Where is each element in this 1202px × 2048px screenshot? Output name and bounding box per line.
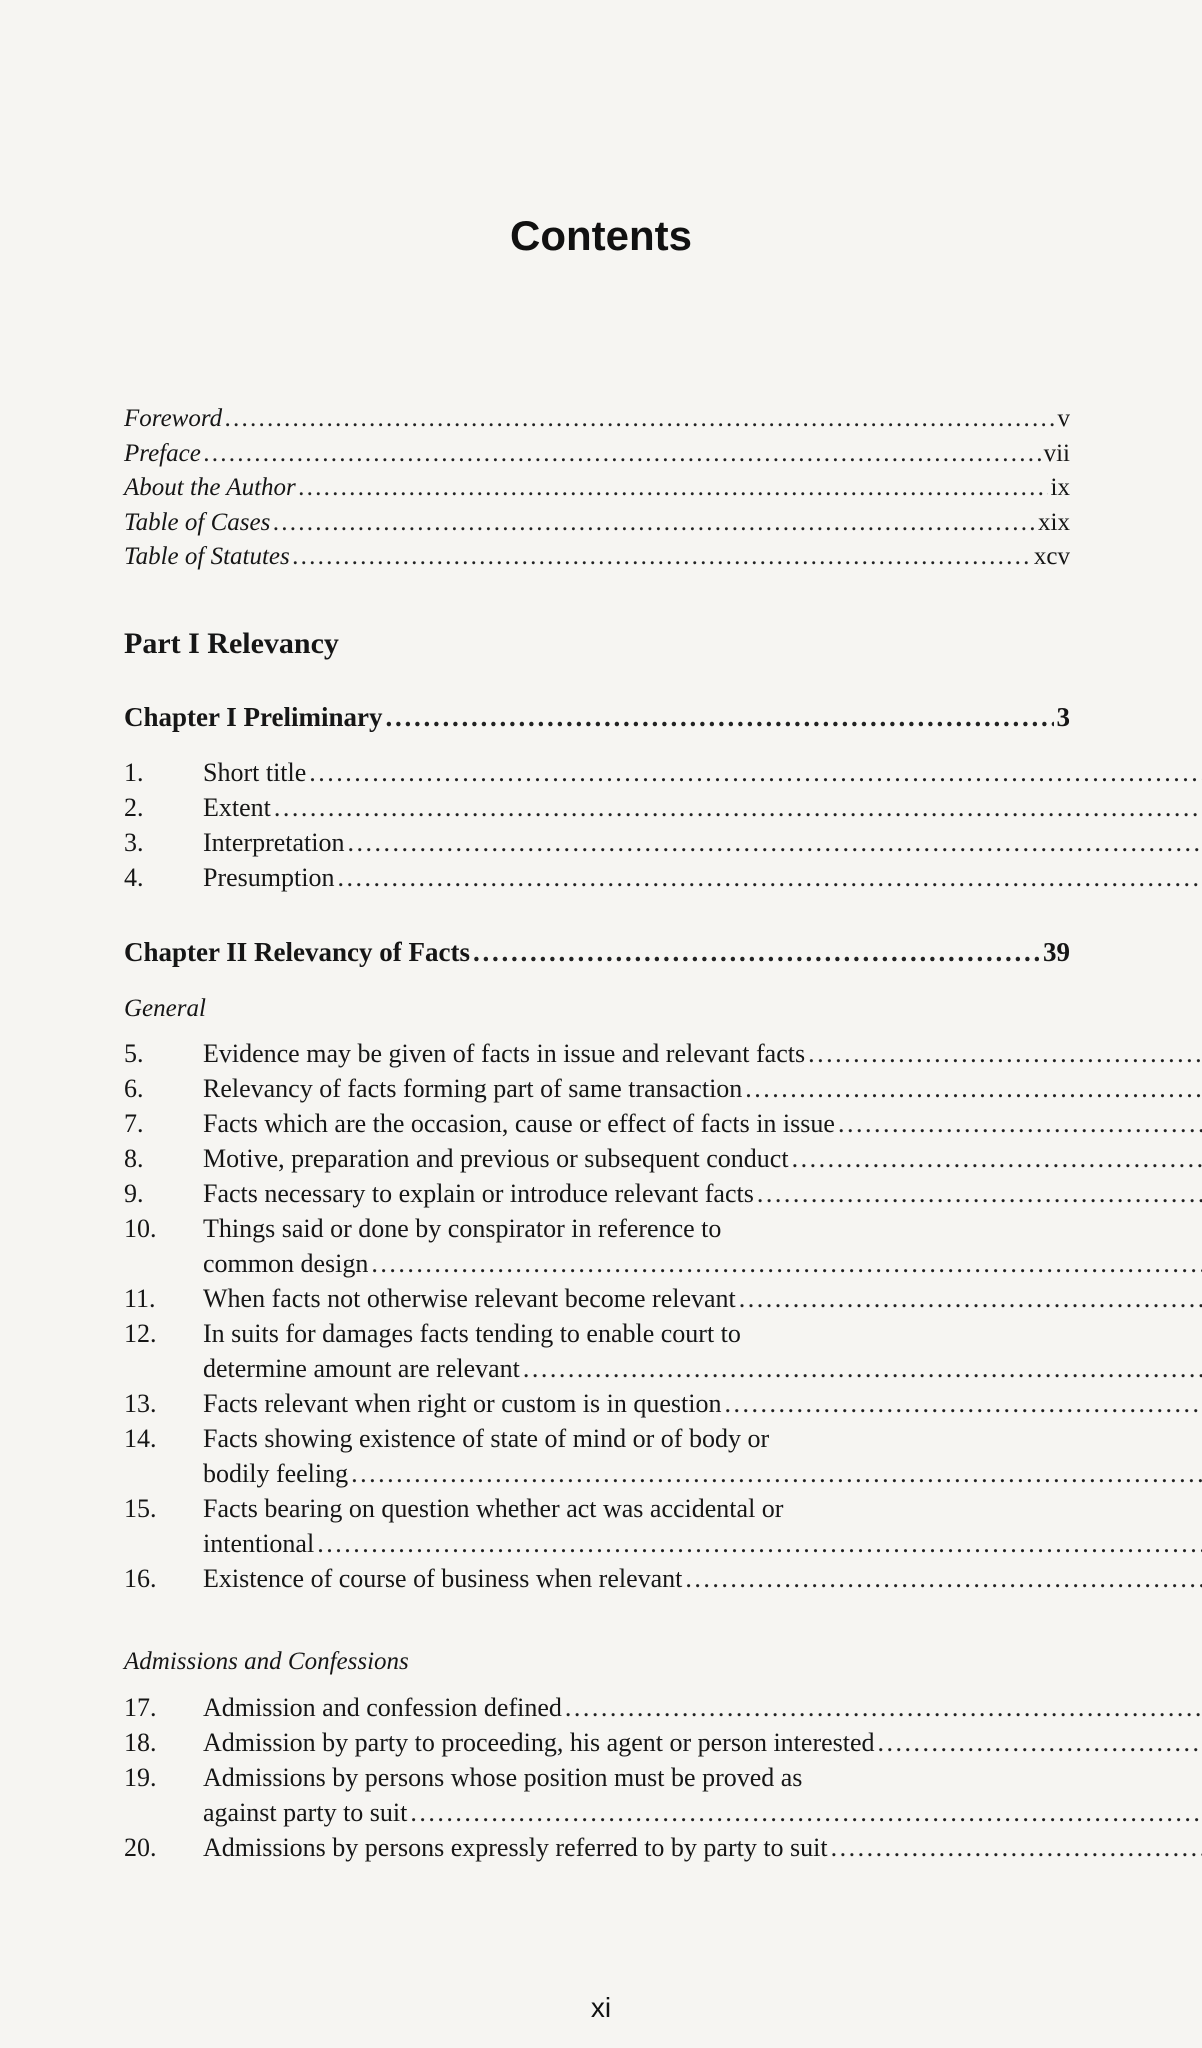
section-number: 11. [124,1284,156,1313]
section-number: 6. [124,1074,144,1103]
section-title: Motive, preparation and previous or subsequent conduct [203,1144,789,1173]
dot-leader [317,1526,1202,1561]
chapter-page: 3 [1056,702,1070,732]
section-number: 16. [124,1564,157,1593]
section-number: 13. [124,1389,157,1418]
dot-leader [348,825,1202,860]
section-body [203,1421,1202,1491]
dot-leader [371,1246,1202,1281]
section-number: 18. [124,1728,157,1757]
toc-entry-about-author[interactable] [124,474,1070,509]
section-number: 14. [124,1424,157,1453]
section-title: Short title [203,758,307,787]
toc-section-entry[interactable] [124,1491,1070,1561]
dot-leader [337,860,1202,895]
entry-label: Foreword [124,405,223,432]
entry-label: Preface [124,439,201,467]
toc-section-entry[interactable] [124,1690,1070,1725]
chapter-title: Chapter II Relevancy of Facts [124,937,470,967]
chapter-page: 39 [1043,937,1070,967]
toc-entry-table-of-cases[interactable] [124,509,1070,544]
toc-section-entry[interactable] [124,1316,1070,1386]
section-title: Existence of course of business when relevant [203,1564,683,1593]
toc-section-entry[interactable] [124,755,1070,790]
section-title: Evidence may be given of facts in issue and relevant facts [203,1039,806,1068]
dot-leader [565,1690,1202,1725]
subheading-general: General [124,995,206,1022]
section-number: 20. [124,1833,157,1862]
toc-section-entry[interactable] [124,1071,1070,1106]
entry-page: ix [1050,474,1070,501]
section-title: Interpretation [203,828,345,857]
dot-leader [473,937,1040,968]
section-body [203,1036,1202,1071]
dot-leader [204,440,1041,468]
dot-leader [808,1036,1202,1071]
section-title: Facts bearing on question whether act was accidental or [203,1494,784,1523]
dot-leader [523,1351,1202,1386]
section-number: 17. [124,1693,157,1722]
dot-leader [792,1141,1202,1176]
section-number: 1. [124,758,144,787]
toc-section-entry[interactable] [124,1830,1070,1865]
entry-page: v [1057,405,1070,432]
section-title: In suits for damages facts tending to enable court to [203,1319,741,1348]
section-title: Admissions by persons expressly referred to by party to suit [203,1833,828,1862]
section-body [203,860,1202,895]
section-title: Facts relevant when right or custom is in question [203,1389,722,1418]
entry-label: About the Author [124,474,296,501]
chapter-title: Chapter I Preliminary [124,702,383,732]
section-title: Things said or done by conspirator in reference to [203,1214,722,1243]
toc-section-entry[interactable] [124,860,1070,895]
section-body [203,1071,1202,1106]
toc-entry-preface[interactable] [124,440,1070,475]
section-number: 5. [124,1039,144,1068]
section-title: Facts necessary to explain or introduce relevant facts [203,1179,754,1208]
section-number: 19. [124,1763,157,1792]
dot-leader [309,755,1202,790]
section-number: 3. [124,828,144,857]
section-title: against party to suit [203,1798,408,1827]
chapter-2-sections [124,1036,1070,1596]
toc-section-entry[interactable] [124,1106,1070,1141]
section-number: 2. [124,793,144,822]
dot-leader [274,790,1202,825]
toc-entry-table-of-statutes[interactable] [124,543,1070,578]
dot-leader [385,702,1053,733]
toc-section-entry[interactable] [124,1421,1070,1491]
section-number: 8. [124,1144,144,1173]
admissions-sections [124,1690,1070,1865]
dot-leader [685,1561,1202,1596]
dot-leader [739,1281,1202,1316]
entry-page: xix [1038,508,1070,536]
dot-leader [757,1176,1202,1211]
dot-leader [351,1456,1202,1491]
page-number: xi [590,1992,612,2023]
toc-section-entry[interactable] [124,1176,1070,1211]
dot-leader [299,474,1048,502]
dot-leader [745,1071,1202,1106]
toc-section-entry[interactable] [124,1141,1070,1176]
section-number: 7. [124,1109,144,1138]
toc-section-entry[interactable] [124,1760,1070,1830]
entry-page: xcv [1033,543,1070,570]
section-title: Admission by party to proceeding, his agent or person interested [203,1728,875,1757]
section-body [203,1211,1202,1281]
dot-leader [293,543,1031,571]
section-body [203,1561,1202,1596]
section-body [203,755,1202,790]
section-title: Presumption [203,863,335,892]
section-body [203,1386,1202,1421]
section-title: Facts showing existence of state of mind or of body or [203,1424,770,1453]
section-body [203,1281,1202,1316]
section-body [203,825,1202,860]
section-title: Extent [203,793,271,822]
chapter-1-heading[interactable] [124,702,1070,742]
section-body [203,1141,1202,1176]
section-title: Admission and confession defined [203,1693,562,1722]
page-title: Contents [510,212,692,259]
section-body [203,1830,1202,1865]
section-title: intentional [203,1529,315,1558]
section-body [203,1316,1202,1386]
section-body [203,1690,1202,1725]
toc-section-entry[interactable] [124,1211,1070,1281]
front-matter-list [124,405,1070,578]
subheading-admissions: Admissions and Confessions [124,1648,409,1675]
toc-section-entry[interactable] [124,1281,1070,1316]
toc-section-entry[interactable] [124,1561,1070,1596]
section-body [203,790,1202,825]
entry-label: Table of Cases [124,508,271,536]
chapter-2-heading[interactable] [124,937,1070,977]
toc-section-entry[interactable] [124,1036,1070,1071]
section-body [203,1106,1202,1141]
dot-leader [831,1830,1202,1865]
toc-section-entry[interactable] [124,790,1070,825]
section-title: Admissions by persons whose position must be proved as [203,1763,803,1792]
section-number: 9. [124,1179,144,1208]
dot-leader [273,509,1035,537]
section-body [203,1725,1202,1760]
section-title: Relevancy of facts forming part of same transaction [203,1074,743,1103]
section-title: determine amount are relevant [203,1354,520,1383]
dot-leader [838,1106,1202,1141]
entry-label: Table of Statutes [124,543,290,570]
section-number: 10. [124,1214,157,1243]
dot-leader [724,1386,1202,1421]
section-body [203,1491,1202,1561]
toc-section-entry[interactable] [124,825,1070,860]
section-title: bodily feeling [203,1459,349,1488]
section-body [203,1176,1202,1211]
section-body [203,1760,1202,1830]
dot-leader [410,1795,1202,1830]
toc-entry-foreword[interactable] [124,405,1070,440]
toc-section-entry[interactable] [124,1386,1070,1421]
section-number: 4. [124,863,144,892]
chapter-1-sections [124,755,1070,895]
entry-page: vii [1043,439,1070,467]
section-title: Facts which are the occasion, cause or effect of facts in issue [203,1109,835,1138]
section-number: 15. [124,1494,157,1523]
part-heading: Part I Relevancy [124,627,339,660]
dot-leader [225,405,1054,433]
section-title: When facts not otherwise relevant become relevant [203,1284,736,1313]
section-number: 12. [124,1319,157,1348]
section-title: common design [203,1249,369,1278]
dot-leader [878,1725,1202,1760]
toc-section-entry[interactable] [124,1725,1070,1760]
